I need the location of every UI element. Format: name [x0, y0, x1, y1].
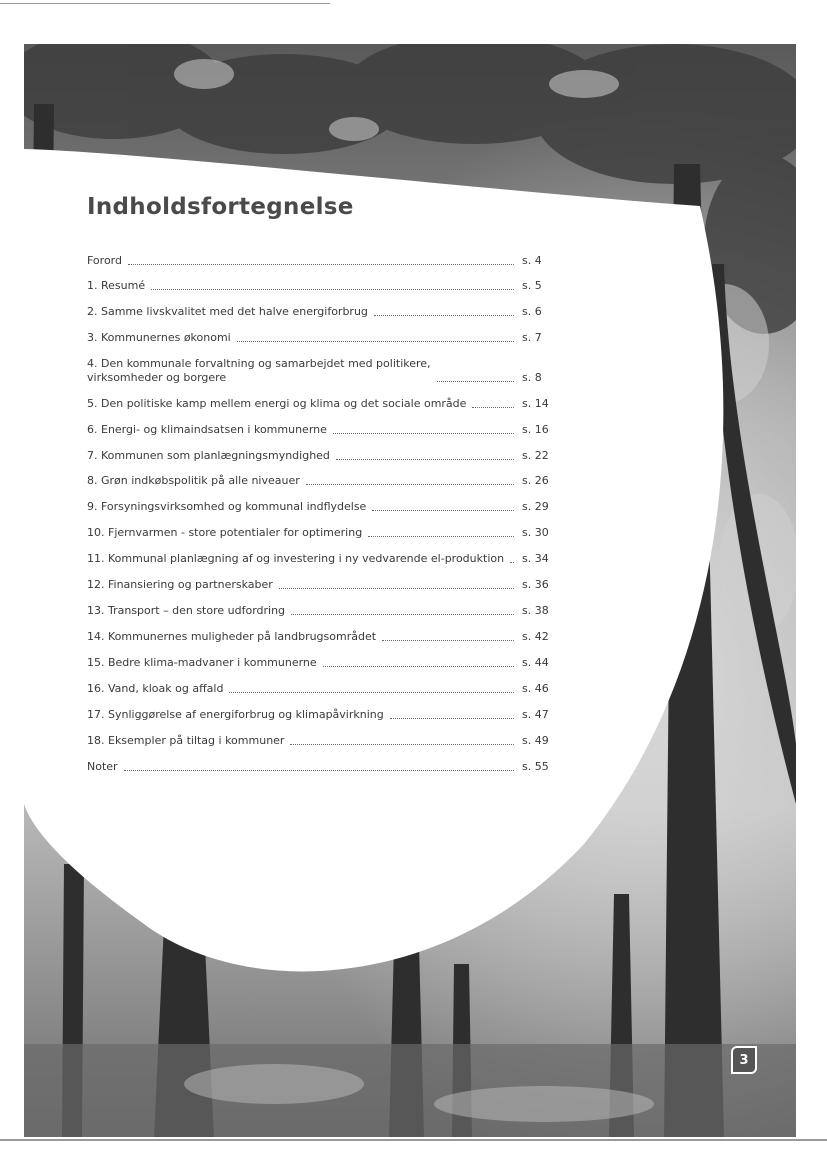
toc-entry-title: 7. Kommunen som planlægningsmyndighed [87, 449, 330, 462]
toc-entry-page: s. 44 [522, 656, 549, 669]
toc-entry-title: 14. Kommunernes muligheder på landbrugsområdet [87, 630, 377, 643]
toc-entry [87, 305, 562, 319]
page-title: Indholdsfortegnelse [87, 194, 354, 220]
toc-entry [87, 500, 562, 514]
toc-entry-page: s. 8 [522, 371, 542, 384]
toc-leader-dots [390, 718, 514, 719]
scan-edge-bottom [0, 1139, 827, 1141]
toc-entry [87, 604, 562, 618]
toc-leader-dots [333, 433, 514, 434]
toc-entry [87, 423, 562, 437]
toc-leader-dots [472, 407, 514, 408]
toc-entry [87, 526, 562, 540]
toc-entry-title: 6. Energi- og klimaindsatsen i kommunerne [87, 423, 327, 436]
toc-entry-page: s. 16 [522, 423, 549, 436]
toc-entry-title: 9. Forsyningsvirksomhed og kommunal indflydelse [87, 500, 367, 513]
toc-entry-page: s. 42 [522, 630, 549, 643]
toc-entry-page: s. 4 [522, 254, 542, 267]
toc-leader-dots [124, 770, 514, 771]
toc-entry-title: 16. Vand, kloak og affald [87, 682, 224, 695]
toc-entry-page: s. 47 [522, 708, 549, 721]
toc-entry-title: 3. Kommunernes økonomi [87, 331, 231, 344]
toc-leader-dots [306, 484, 514, 485]
toc-leader-dots [279, 588, 514, 589]
toc-leader-dots [382, 640, 514, 641]
toc-leader-dots [237, 341, 514, 342]
toc-entry [87, 279, 562, 293]
page-number-badge: 3 [731, 1046, 757, 1074]
toc-entry-title: 5. Den politiske kamp mellem energi og klima og det sociale område [87, 397, 467, 410]
toc-leader-dots [437, 381, 514, 382]
toc-leader-dots [372, 510, 514, 511]
toc-entry-page: s. 26 [522, 474, 549, 487]
toc-entry-title: 15. Bedre klima-madvaner i kommunerne [87, 656, 317, 669]
toc-entry [87, 682, 562, 696]
toc-entry-title: 2. Samme livskvalitet med det halve energiforbrug [87, 305, 368, 318]
toc-entry-title: 8. Grøn indkøbspolitik på alle niveauer [87, 474, 300, 487]
toc-entry [87, 708, 562, 722]
toc-entry-title: 4. Den kommunale forvaltning og samarbejdet med politikere, virksomheder og borgere [87, 357, 431, 384]
toc-entry-page: s. 49 [522, 734, 549, 747]
toc-entry [87, 656, 562, 670]
toc-leader-dots [290, 744, 514, 745]
toc-entry-page: s. 46 [522, 682, 549, 695]
toc-entry-page: s. 30 [522, 526, 549, 539]
toc-entry-title: 18. Eksempler på tiltag i kommuner [87, 734, 285, 747]
toc-entry [87, 760, 562, 774]
toc-entry [87, 397, 562, 411]
toc-entry [87, 449, 562, 463]
toc-entry-title: 12. Finansiering og partnerskaber [87, 578, 273, 591]
toc-entry [87, 734, 562, 748]
toc-entry-page: s. 6 [522, 305, 542, 318]
toc-entry-page: s. 22 [522, 449, 549, 462]
toc-entry-title: 13. Transport – den store udfordring [87, 604, 286, 617]
toc-leader-dots [368, 536, 514, 537]
toc-leader-dots [151, 289, 514, 290]
toc-leader-dots [128, 264, 514, 265]
toc-entry [87, 254, 562, 268]
toc-entry [87, 552, 562, 566]
toc-entry-page: s. 36 [522, 578, 549, 591]
toc-entry [87, 357, 562, 385]
toc-entry-title: Forord [87, 254, 122, 267]
toc-entry [87, 474, 562, 488]
toc-leader-dots [323, 666, 514, 667]
toc-leader-dots [291, 614, 514, 615]
toc-leader-dots [510, 562, 514, 563]
toc-entry-page: s. 55 [522, 760, 549, 773]
toc-entry [87, 630, 562, 644]
toc-entry-title: 17. Synliggørelse af energiforbrug og klimapåvirkning [87, 708, 384, 721]
toc-leader-dots [336, 459, 514, 460]
toc-entry-title: 11. Kommunal planlægning af og investering i ny vedvarende el-produktion [87, 552, 505, 565]
toc-entry-page: s. 34 [522, 552, 549, 565]
toc-leader-dots [374, 315, 514, 316]
toc-entry-page: s. 38 [522, 604, 549, 617]
toc-entry-page: s. 7 [522, 331, 542, 344]
toc-entry [87, 578, 562, 592]
toc-entry-title: 1. Resumé [87, 279, 146, 292]
toc-entry-page: s. 14 [522, 397, 549, 410]
toc-entry [87, 331, 562, 345]
toc-entry-page: s. 5 [522, 279, 542, 292]
toc-entry-title: 10. Fjernvarmen - store potentialer for optimering [87, 526, 363, 539]
toc-entry-title: Noter [87, 760, 118, 773]
toc-entry-page: s. 29 [522, 500, 549, 513]
toc-leader-dots [229, 692, 514, 693]
